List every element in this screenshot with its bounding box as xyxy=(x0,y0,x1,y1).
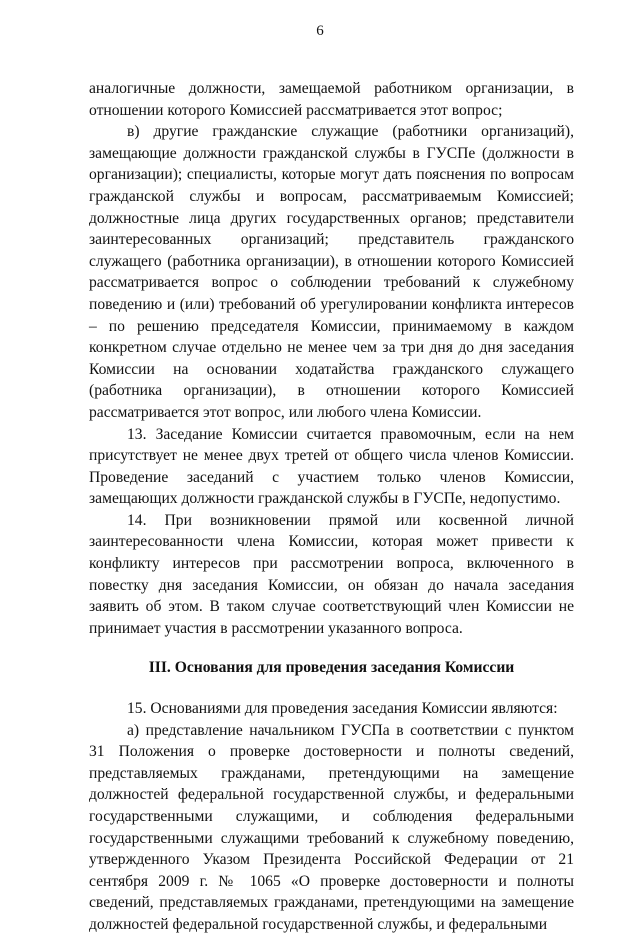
paragraph-15: 15. Основаниями для проведения заседания Комиссии являются: xyxy=(127,700,558,718)
document-body xyxy=(89,78,574,936)
paragraph-13: 13. Заседание Комиссии считается правомочным, если на нем присутствует не менее двух третей от общего числа членов Комиссии. Проведение заседаний с участием только членов Комиссии, замещающих должности гражданской службы в ГУСПе, недопустимо. xyxy=(89,425,574,508)
section-heading: III. Основания для проведения заседания Комиссии xyxy=(148,659,515,677)
paragraph-continuation: аналогичные должности, замещаемой работником организации, в отношении которого Комиссией рассматривается этот вопрос; xyxy=(89,80,574,119)
paragraph-item-a: а) представление начальником ГУСПа в соответствии с пунктом 31 Положения о проверке достоверности и полноты сведений, представляемых гражданами, претендующими на замещение должностей федеральной государственной службы, и федеральными государственными служащими, и соблюдения федеральными государственными служащими требований к служебному поведению, утвержденного Указом Президента Российской Федерации от 21 сентября 2009 г. № 1065 «О проверке достоверности и полноты сведений, представляемых гражданами, претендующими на замещение должностей федеральной государственной службы, и федеральными xyxy=(89,721,574,933)
paragraph-14: 14. При возникновении прямой или косвенной личной заинтересованности члена Комиссии, которая может привести к конфликту интересов при рассмотрении вопроса, включенного в повестку дня заседания Комиссии, он обязан до начала заседания заявить об этом. В таком случае соответствующий член Комиссии не принимает участия в рассмотрении указанного вопроса. xyxy=(89,511,574,637)
page-number: 6 xyxy=(316,23,324,39)
paragraph-item-v: в) другие гражданские служащие (работники организаций), замещающие должности гражданской службы в ГУСПе (должности в организации); специалисты, которые могут дать пояснения по вопросам гражданской службы и вопросам, рассматриваемым Комиссией; должностные лица других государственных органов; представители заинтересованных организаций; представитель гражданского служащего (работника организации), в отношении которого Комиссией рассматривается вопрос о соблюдении требований к служебному поведению и (или) требований об урегулировании конфликта интересов – по решению председателя Комиссии, принимаемому в каждом конкретном случае отдельно не менее чем за три дня до дня заседания Комиссии на основании ходатайства гражданского служащего (работника организации), в отношении которого Комиссией рассматривается этот вопрос, или любого члена Комиссии. xyxy=(89,123,574,421)
